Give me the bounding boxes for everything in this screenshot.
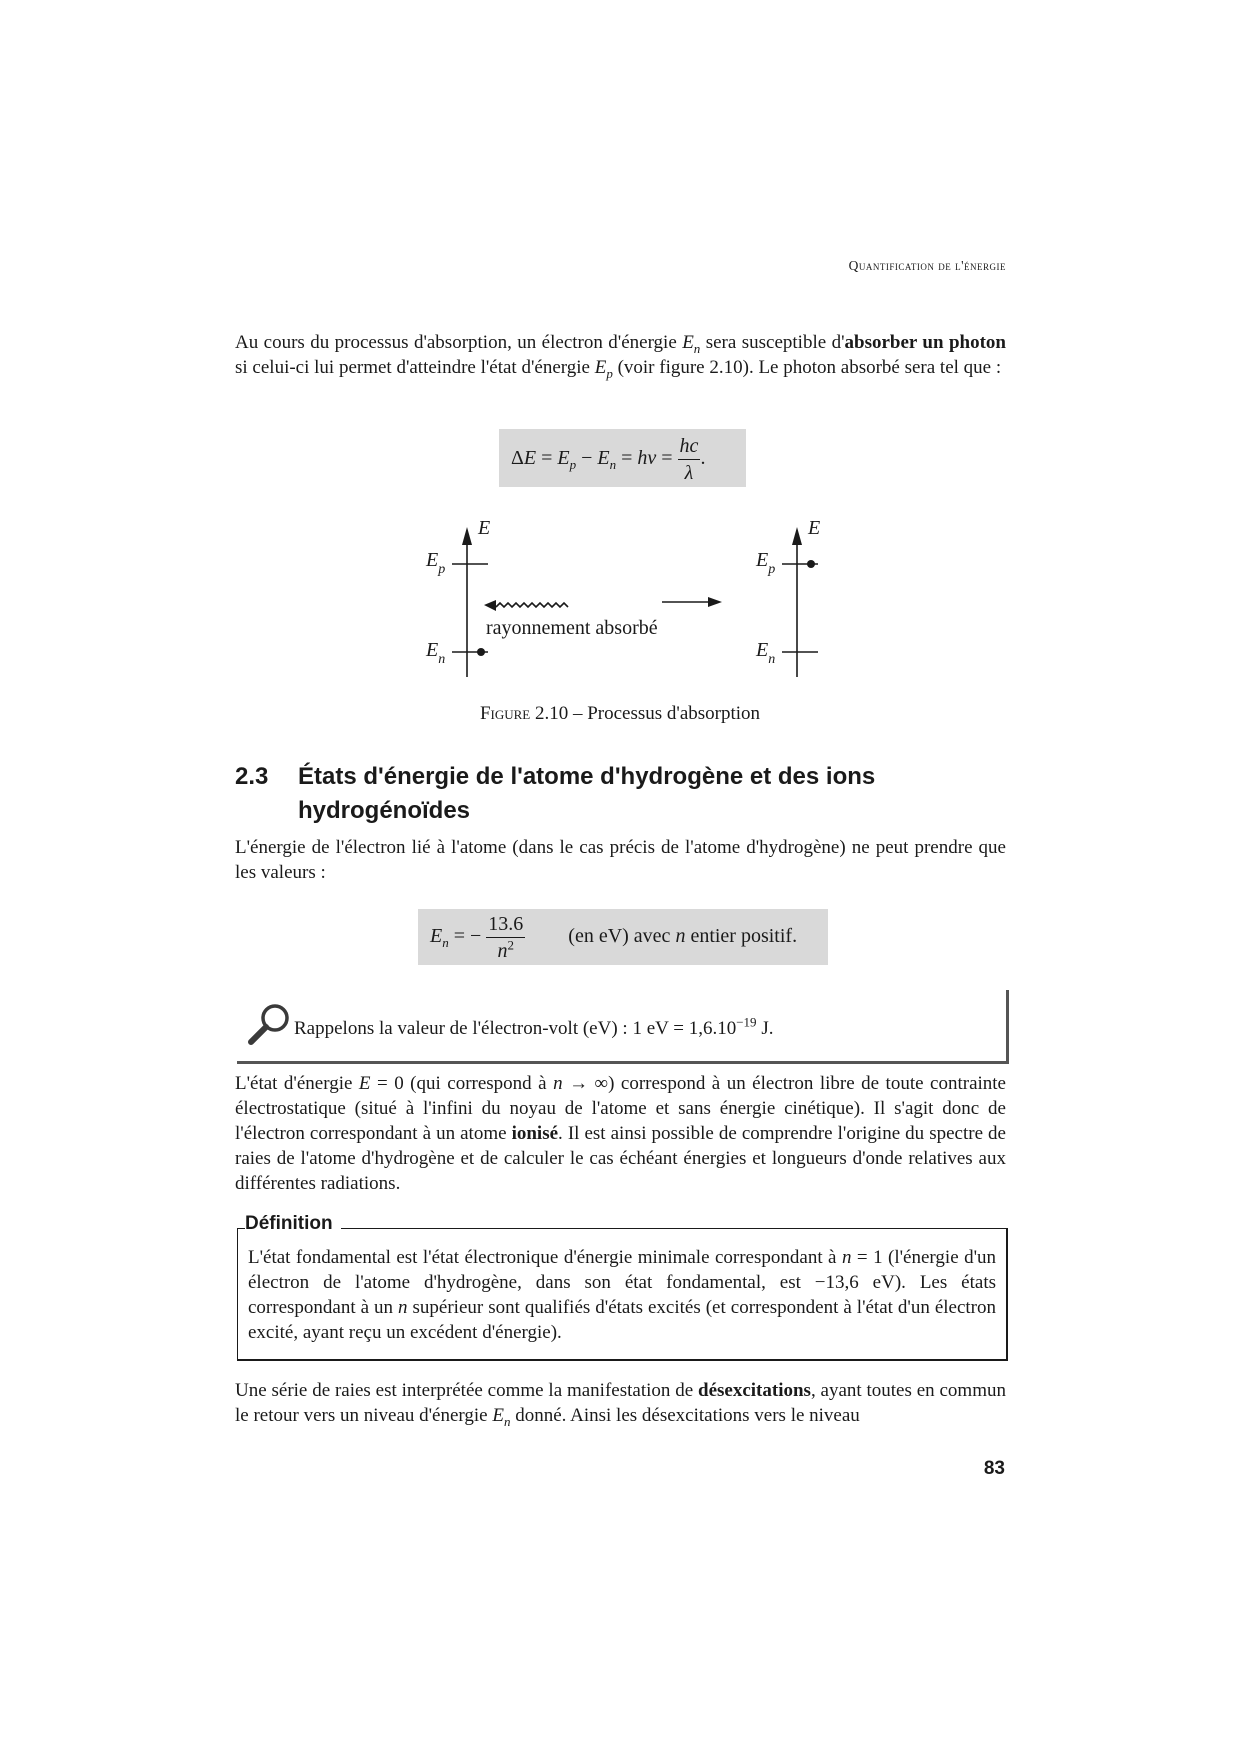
math-sub: p (569, 457, 577, 473)
fraction-denominator (486, 938, 525, 962)
section-title: États d'énergie de l'atome d'hydrogène et des ions (298, 763, 876, 790)
math-E: E (523, 447, 537, 470)
section-heading (235, 760, 1006, 828)
page-number: 83 (983, 1458, 1005, 1479)
text-span: (voir figure 2.10). Le photon absorbé sera tel que : (612, 357, 1002, 378)
figure-caption (0, 703, 1240, 725)
math-delta: Δ (511, 447, 524, 470)
math-sub: n (609, 457, 617, 473)
radiation-label: rayonnement absorbé (486, 617, 658, 639)
math-n: n (398, 1297, 408, 1318)
bold-term: désexcitations (698, 1380, 811, 1401)
equation-note: entier positif. (685, 925, 798, 948)
magnifier-icon (247, 1002, 291, 1048)
text-span: = 1 (l'énergie d'un électron de l'atome d'hydrogène, dans son état fondamental, est −13,6 eV). Les états correspondant à un (248, 1247, 997, 1318)
equation-note: (en eV) avec (568, 925, 676, 948)
section-heading-line1 (235, 760, 1006, 794)
math-sub: n (693, 340, 701, 356)
definition-box (237, 1228, 1008, 1361)
math-minus: − (581, 447, 593, 470)
running-head: Quantification de l'énergie (848, 258, 1006, 273)
text-span: L'état fondamental est l'état électronique d'énergie minimale correspondant à (248, 1247, 842, 1268)
fraction-denominator: λ (684, 462, 694, 484)
remark-exponent: −19 (736, 1014, 757, 1030)
math-E: E (597, 447, 610, 470)
text-span: ) correspond à un électron libre de toute contrainte électrostatique (situé à l'infini du noyau de l'atome et sans énergie cinétique). Il s'agit donc de l'électron correspondant à un atome (235, 1073, 1006, 1144)
label-subscript: p (438, 562, 446, 577)
axis-label-right: E (808, 517, 821, 539)
axis-arrowhead-left (462, 527, 472, 545)
remark-box (237, 990, 1009, 1064)
electron-dot-final (807, 560, 815, 568)
process-arrowhead (708, 597, 722, 607)
definition-label: Définition (245, 1213, 341, 1235)
caption-prefix: Figure (479, 703, 531, 724)
math-eq-neg: = − (453, 925, 482, 948)
label-base: E (756, 549, 769, 571)
axis-arrowhead-right (792, 527, 802, 545)
remark-text-main: Rappelons la valeur de l'électron-volt (eV) : 1 eV = 1,6.10 (294, 1018, 737, 1039)
label-base: E (426, 639, 439, 661)
math-n: n (675, 925, 686, 948)
fraction-numerator: hc (678, 435, 701, 460)
math-E: E (358, 1073, 371, 1094)
definition-text (248, 1245, 996, 1345)
math-E: E (430, 925, 443, 948)
text-span: . Il est ainsi possible de comprendre l'origine du spectre de raies de l'atome d'hydrogène et de calculer le cas échéant énergies et longueurs d'onde relatives aux différentes radiations. (235, 1123, 1006, 1194)
math-E: E (557, 447, 570, 470)
equation-energy-levels (430, 913, 797, 962)
text-span: Au cours du processus d'absorption, un électron d'énergie (235, 332, 683, 353)
paragraph-ionization (235, 1071, 1006, 1196)
paragraph-energy-values: L'énergie de l'électron lié à l'atome (dans le cas précis de l'atome d'hydrogène) ne peut prendre que les valeurs : (235, 837, 1006, 883)
math-n: n (841, 1247, 852, 1268)
label-ep-right (755, 549, 775, 577)
fraction-numerator: 13.6 (486, 913, 525, 938)
paragraph-line-series (235, 1378, 1006, 1428)
label-subscript: p (768, 562, 776, 577)
photon-arrowhead (484, 600, 496, 611)
text-span: L'état d'énergie (235, 1073, 359, 1094)
fraction-13.6-n2 (486, 913, 525, 962)
math-exponent: 2 (507, 937, 515, 953)
axis-label-left: E (478, 517, 491, 539)
math-eq0: = 0 (377, 1073, 404, 1094)
text-span: donné. Ainsi les désexcitations vers le niveau (510, 1405, 860, 1426)
math-sub: n (503, 1413, 511, 1429)
label-base: E (426, 549, 439, 571)
math-sub: n (442, 935, 449, 951)
math-E: E (492, 1405, 504, 1426)
text-span: , ayant toutes en commun le retour vers un niveau d'énergie (235, 1380, 1006, 1426)
section-title-continued: hydrogénoïdes (298, 797, 471, 824)
remark-text (294, 1014, 774, 1040)
bold-term: absorber un photon (844, 332, 1006, 353)
text-span: si celui-ci lui permet d'atteindre l'état d'énergie (235, 357, 595, 378)
text-span: sera susceptible d' (700, 332, 845, 353)
math-hnu: hν (637, 447, 657, 470)
math-eq: = (541, 447, 553, 470)
equation-box-energy-levels (418, 909, 828, 965)
caption-number: 2.10 (534, 703, 569, 724)
math-n: n (497, 940, 508, 962)
label-en-left (425, 639, 445, 667)
math-period: . (700, 447, 706, 470)
math-eq: = (621, 447, 633, 470)
label-en-right (755, 639, 775, 667)
text-span: Une série de raies est interprétée comme la manifestation de (235, 1380, 698, 1401)
text-span: supérieur sont qualifiés d'états excités (et correspondent à l'état d'un électron excité, ayant reçu un excédent d'énergie). (248, 1297, 996, 1343)
math-arrow-infinity: → ∞ (569, 1073, 609, 1094)
label-subscript: n (768, 652, 776, 667)
math-sub: p (606, 365, 613, 381)
text-span: (qui correspond à (403, 1073, 554, 1094)
label-base: E (756, 639, 769, 661)
section-number: 2.3 (235, 763, 269, 790)
photon-wave (496, 603, 568, 607)
label-subscript: n (438, 652, 446, 667)
math-n: n (553, 1073, 563, 1094)
caption-text: – Processus d'absorption (572, 703, 761, 724)
math-eq: = (661, 447, 673, 470)
electron-dot-initial (477, 648, 485, 656)
label-ep-left (425, 549, 445, 577)
remark-text-unit: J. (756, 1018, 774, 1039)
math-E: E (682, 332, 694, 353)
math-E: E (594, 357, 607, 378)
bold-term: ionisé (511, 1123, 559, 1144)
